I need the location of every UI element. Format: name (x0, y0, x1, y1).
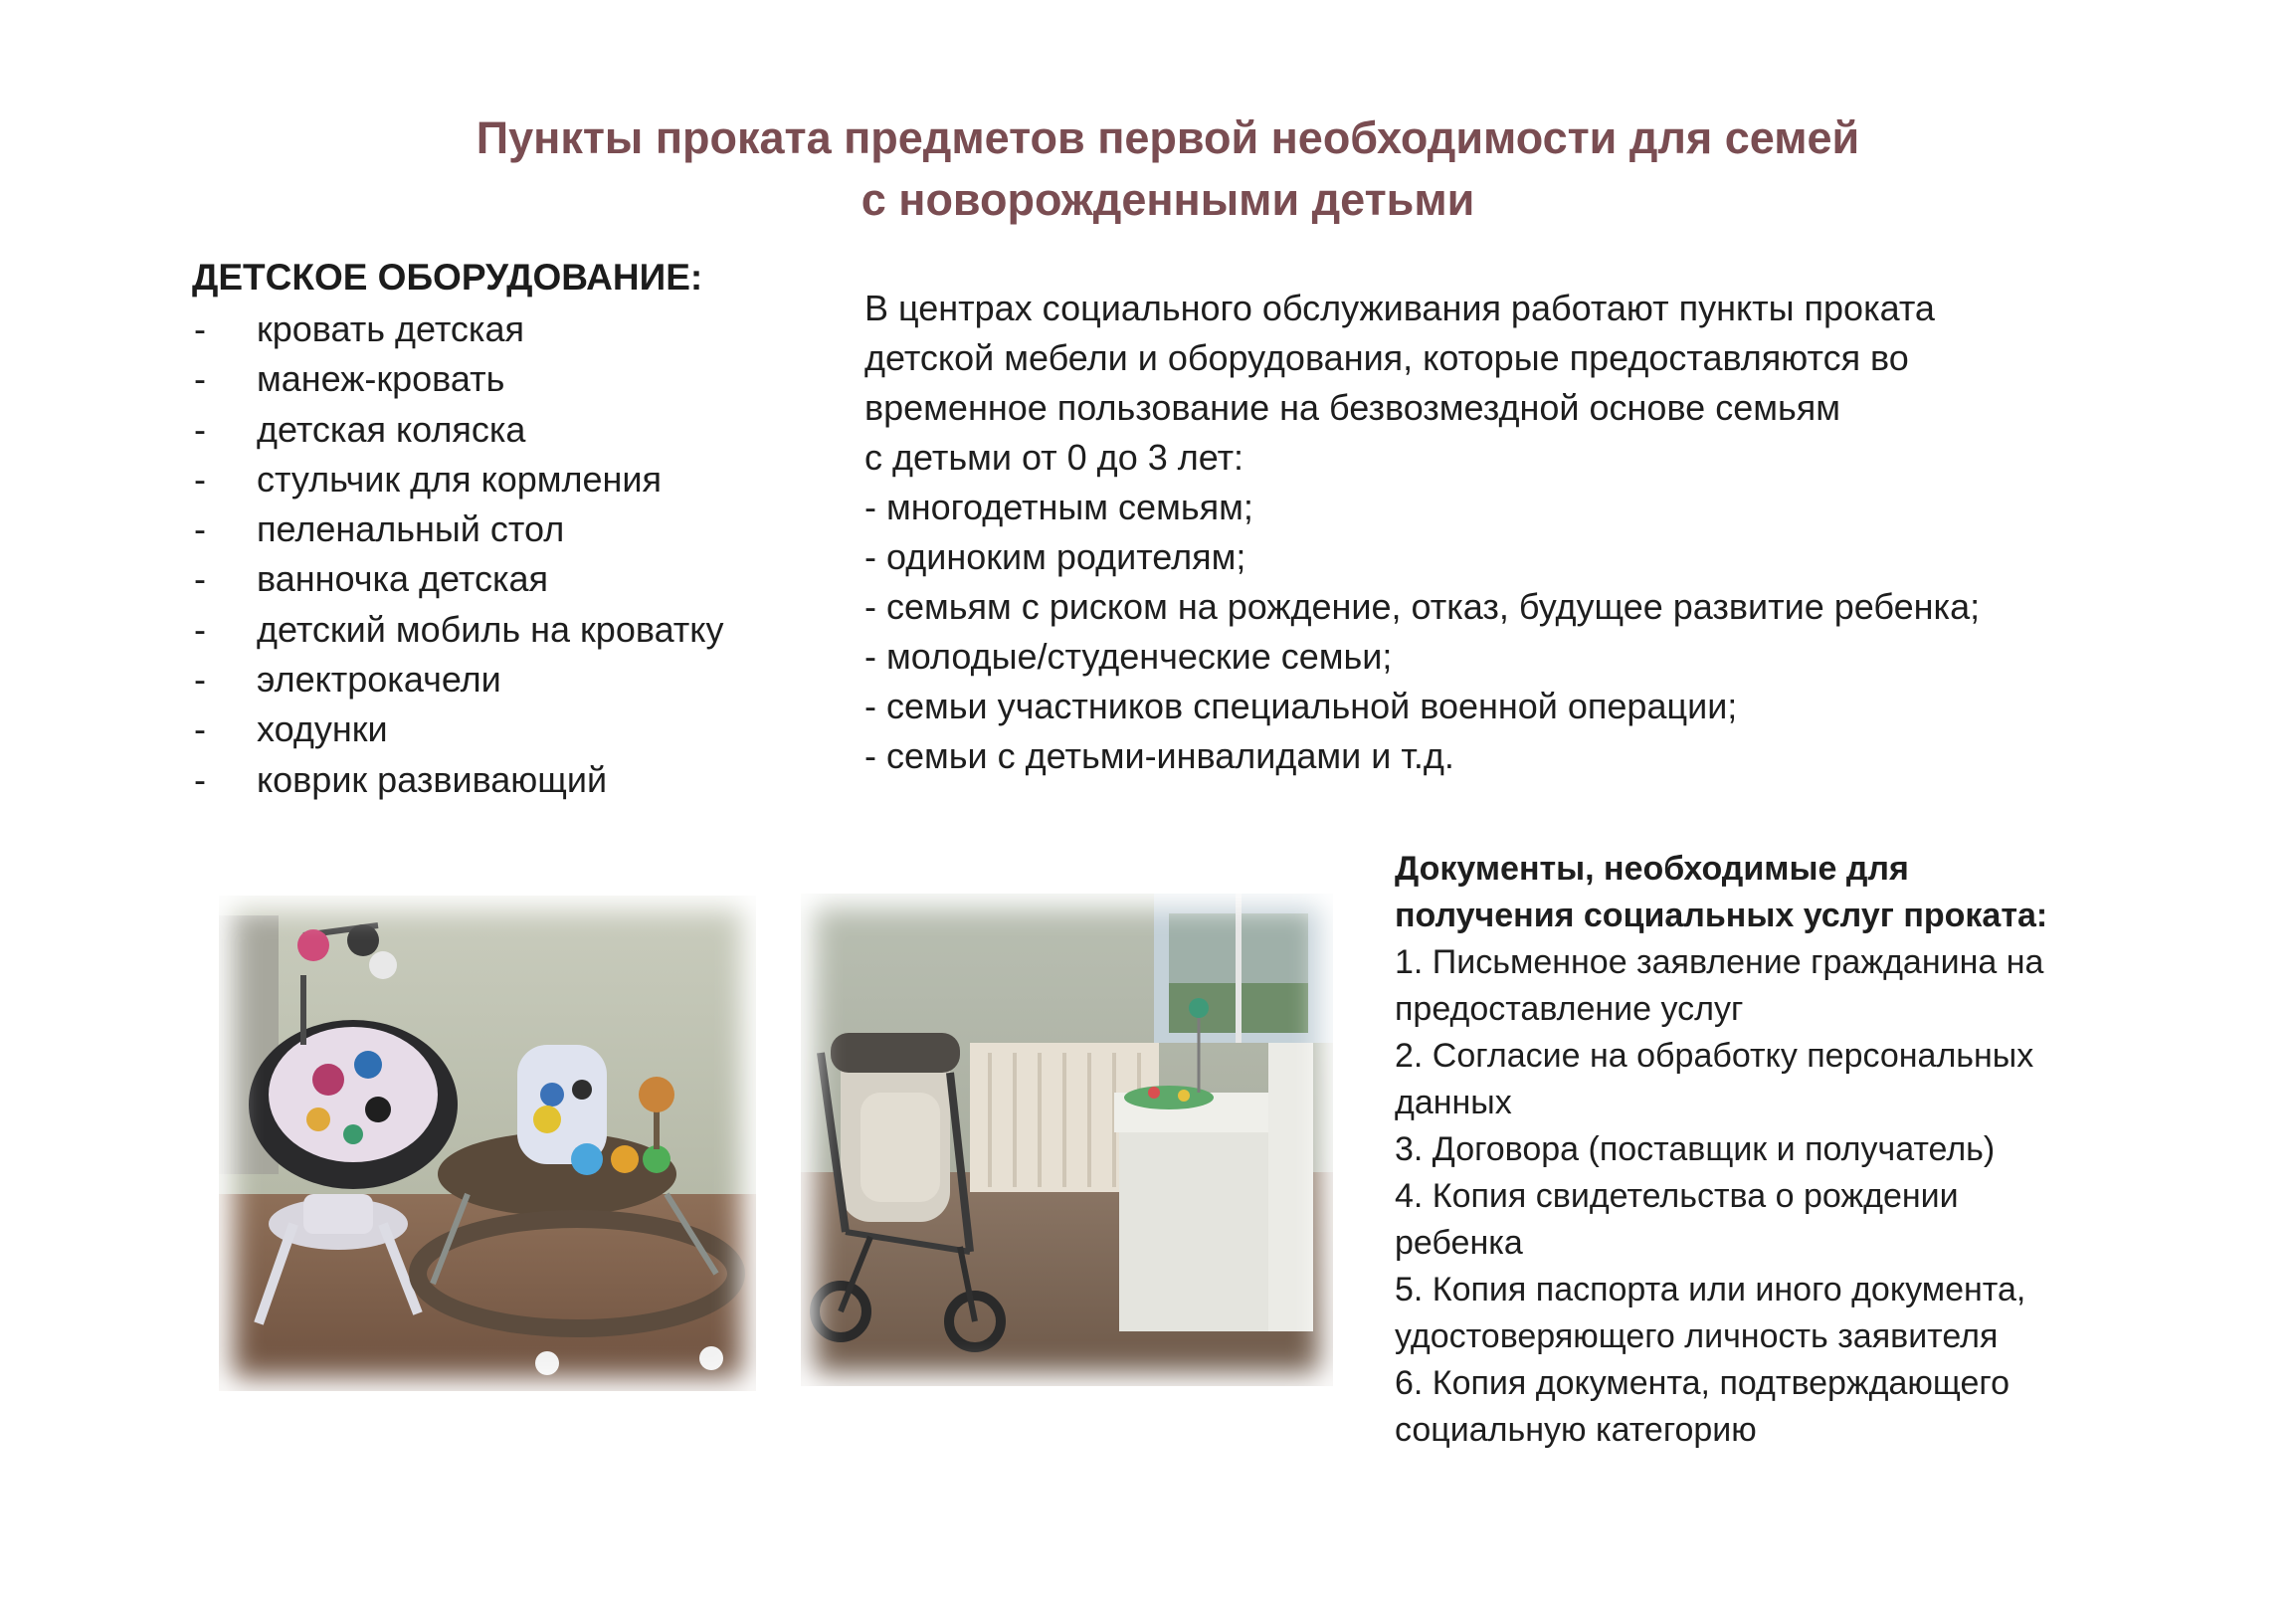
photo-swing-and-walker (219, 896, 756, 1391)
list-dash: - (194, 508, 206, 550)
document-line: 3. Договора (поставщик и получатель) (1395, 1130, 1996, 1168)
document-line: 2. Согласие на обработку персональных (1395, 1037, 2034, 1075)
equipment-item (192, 354, 809, 404)
document-line: 6. Копия документа, подтверждающего (1395, 1364, 2009, 1402)
equipment-item (192, 504, 809, 554)
list-dash: - (194, 758, 206, 800)
list-dash: - (194, 558, 206, 600)
list-dash: - (194, 458, 206, 500)
documents-section (1395, 846, 2151, 1454)
page-title-line-1: Пункты проката предметов первой необходимости для семей (476, 112, 1860, 163)
equipment-item (192, 304, 809, 354)
equipment-item (192, 704, 809, 754)
document-line: предоставление услуг (1395, 990, 1744, 1028)
equipment-heading: ДЕТСКОЕ ОБОРУДОВАНИЕ: (192, 257, 703, 298)
equipment-item-label: стульчик для кормления (257, 458, 663, 500)
list-dash: - (194, 308, 206, 349)
equipment-list (192, 304, 809, 805)
eligible-family-item: - семьям с риском на рождение, отказ, будущее развитие ребенка; (864, 586, 1981, 627)
list-dash: - (194, 358, 206, 400)
equipment-section (192, 253, 809, 805)
document-line: данных (1395, 1084, 1512, 1121)
equipment-item (192, 755, 809, 805)
eligible-family-item: - семьи участников специальной военной операции; (864, 686, 1738, 726)
equipment-item (192, 655, 809, 704)
document-line: социальную категорию (1395, 1411, 1757, 1449)
document-line: ребенка (1395, 1224, 1523, 1262)
page-title (0, 107, 2296, 231)
list-dash: - (194, 708, 206, 750)
eligible-family-item: - семьи с детьми-инвалидами и т.д. (864, 735, 1454, 776)
equipment-item-label: детский мобиль на кроватку (257, 608, 724, 650)
eligible-families-list (864, 483, 2138, 781)
equipment-item-label: манеж-кровать (257, 358, 505, 400)
list-dash: - (194, 408, 206, 450)
intro-section (864, 284, 2138, 781)
eligible-family-item: - одиноким родителям; (864, 536, 1246, 577)
equipment-item-label: детская коляска (257, 408, 526, 450)
equipment-item-label: кровать детская (257, 308, 524, 349)
list-dash: - (194, 659, 206, 701)
photo-stroller-crib-table (801, 894, 1333, 1386)
document-line: 1. Письменное заявление гражданина на (1395, 943, 2044, 981)
intro-line: В центрах социального обслуживания работают пункты проката (864, 288, 1935, 328)
documents-list (1395, 939, 2151, 1454)
document-line: 5. Копия паспорта или иного документа, (1395, 1271, 2026, 1308)
equipment-item-label: электрокачели (257, 659, 501, 701)
documents-heading (1395, 846, 2151, 939)
equipment-item-label: коврик развивающий (257, 758, 608, 800)
documents-heading-line-2: получения социальных услуг проката: (1395, 897, 2048, 934)
equipment-item-label: ходунки (257, 708, 388, 750)
document-line: удостоверяющего личность заявителя (1395, 1317, 1999, 1355)
page-title-line-2: с новорожденными детьми (861, 174, 1475, 225)
photo-stroller-crib-table-image (801, 894, 1333, 1386)
document-line: 4. Копия свидетельства о рождении (1395, 1177, 1959, 1215)
equipment-item (192, 554, 809, 604)
documents-heading-line-1: Документы, необходимые для (1395, 850, 1909, 888)
intro-line: детской мебели и оборудования, которые предоставляются во (864, 337, 1909, 378)
eligible-family-item: - многодетным семьям; (864, 487, 1253, 527)
intro-line: с детьми от 0 до 3 лет: (864, 437, 1244, 478)
photo-swing-and-walker-image (219, 896, 756, 1391)
equipment-item-label: пеленальный стол (257, 508, 565, 550)
equipment-item-label: ванночка детская (257, 558, 549, 600)
equipment-item (192, 605, 809, 655)
intro-line: временное пользование на безвозмездной основе семьям (864, 387, 1840, 428)
equipment-item (192, 405, 809, 455)
eligible-family-item: - молодые/студенческие семьи; (864, 636, 1393, 677)
list-dash: - (194, 608, 206, 650)
equipment-item (192, 455, 809, 504)
